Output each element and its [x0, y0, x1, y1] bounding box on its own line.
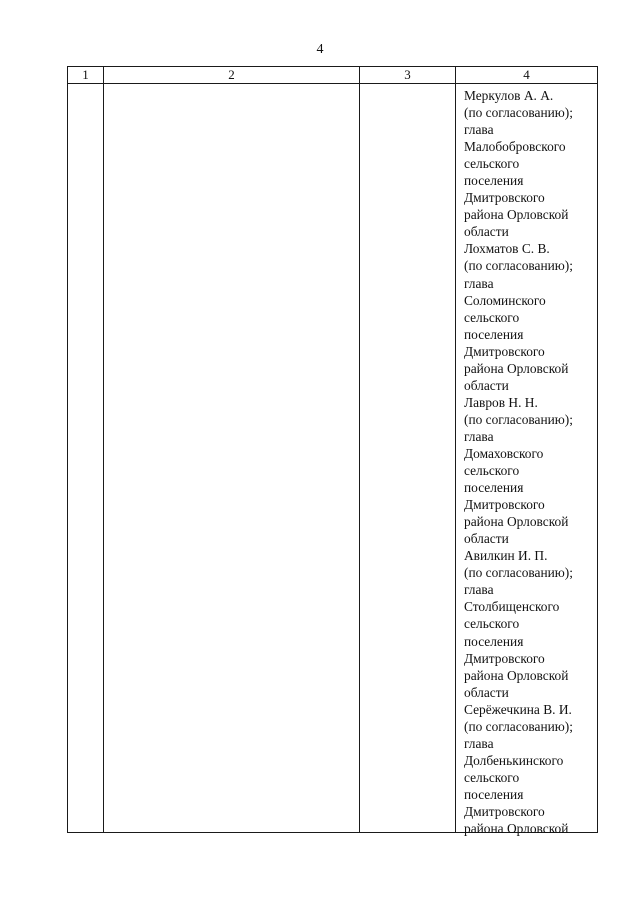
column-4-text-line: района Орловской [464, 514, 569, 530]
column-4-text-line: поселения [464, 173, 524, 189]
column-4-text-line: (по согласованию); [464, 105, 573, 121]
column-4-text-line: сельского [464, 769, 520, 785]
column-2-cell [104, 84, 360, 832]
column-4-text-line: области [464, 224, 509, 240]
column-4-text-line: области [464, 684, 509, 700]
column-4-text-line: района Орловской [464, 821, 569, 837]
page-number: 4 [316, 42, 324, 57]
column-4-text-line: Меркулов А. А. [464, 88, 554, 103]
column-4-text-line: области [464, 377, 509, 393]
column-4-text-line: Дмитровского [464, 497, 545, 513]
column-4-text-line: Долбенькинского [464, 752, 564, 768]
column-3-cell [360, 84, 456, 832]
column-4-cell [456, 84, 597, 837]
column-4-text-line: Дмитровского [464, 803, 545, 819]
column-4-text-line: глава [464, 275, 494, 291]
column-4-text-line: сельского [464, 156, 520, 172]
column-4-text-line: поселения [464, 326, 524, 342]
column-4-text-line: района Орловской [464, 207, 569, 223]
column-4-text-line: сельского [464, 309, 520, 325]
column-4-text-line: Малобобровского [464, 139, 566, 155]
document-table [67, 66, 598, 837]
column-header-3: 3 [360, 67, 456, 84]
column-4-text-line: района Орловской [464, 360, 569, 376]
column-header-2: 2 [104, 67, 360, 84]
column-4-text-line: района Орловской [464, 667, 569, 683]
column-header-1: 1 [68, 67, 104, 84]
column-4-text-line: глава [464, 735, 494, 751]
column-4-text-line: Лавров Н. Н. [464, 394, 538, 410]
column-4-text-line: области [464, 531, 509, 547]
column-4-text-line: Дмитровского [464, 190, 545, 206]
column-4-text-line: (по согласованию); [464, 411, 573, 427]
column-4-text-line: сельского [464, 463, 520, 479]
column-4-text-line: Домаховского [464, 445, 544, 461]
column-4-text-line: (по согласованию); [464, 565, 573, 581]
column-4-text-line: глава [464, 582, 494, 598]
column-4-text-line: Авилкин И. П. [464, 548, 548, 564]
column-4-text-line: Столбищенского [464, 599, 560, 615]
column-4-text-line: сельского [464, 616, 520, 632]
column-4-text-line: Соломинского [464, 292, 546, 308]
column-4-text-line: глава [464, 428, 494, 444]
column-4-text-line: глава [464, 122, 494, 138]
column-1-cell [68, 84, 104, 832]
column-4-text-line: поселения [464, 480, 524, 496]
column-4-text-line: Лохматов С. В. [464, 241, 550, 257]
column-4-text-line: (по согласованию); [464, 718, 573, 734]
column-4-text-line: Серёжечкина В. И. [464, 701, 572, 717]
column-4-text-line: Дмитровского [464, 650, 545, 666]
column-4-text-line: поселения [464, 786, 524, 802]
column-header-4: 4 [456, 67, 597, 84]
column-4-text-line: поселения [464, 633, 524, 649]
column-4-text-line: Дмитровского [464, 343, 545, 359]
column-4-text-line: (по согласованию); [464, 258, 573, 274]
